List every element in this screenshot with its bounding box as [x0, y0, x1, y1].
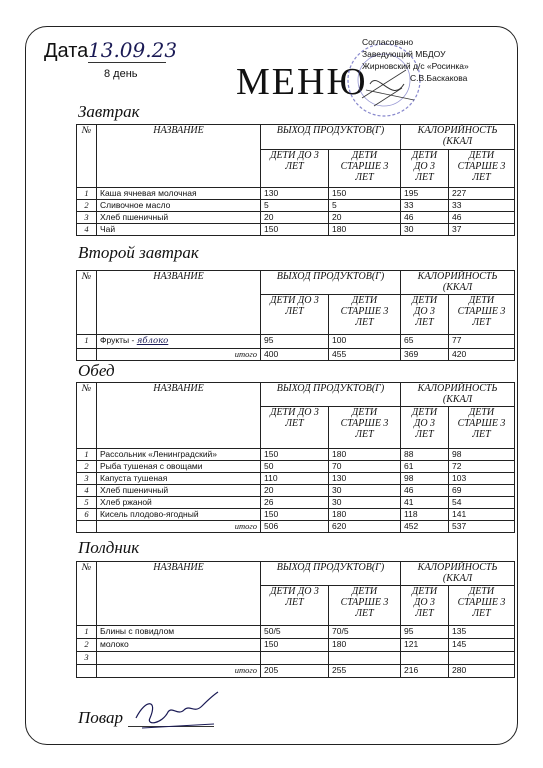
col-over3-header: ДЕТИ СТАРШЕ 3 ЛЕТ — [329, 150, 401, 188]
row-num: 1 — [77, 449, 97, 461]
approval-line: Согласовано — [362, 37, 414, 47]
calories-over3: 72 — [449, 461, 515, 473]
row-num: 3 — [77, 652, 97, 665]
calories-under3: 88 — [401, 449, 449, 461]
row-num: 2 — [77, 639, 97, 652]
table-row — [77, 461, 515, 473]
col-num-header: № — [77, 125, 97, 188]
total-calories-over3: 280 — [449, 665, 515, 678]
calories-under3: 46 — [401, 212, 449, 224]
calories-over3: 141 — [449, 509, 515, 521]
dish-name: Рыба тушеная с овощами — [97, 461, 261, 473]
table-row — [77, 200, 515, 212]
total-calories-over3: 420 — [449, 349, 515, 361]
approval-block — [362, 36, 469, 84]
calories-over3: 54 — [449, 497, 515, 509]
page-title: МЕНЮ — [236, 61, 368, 103]
calories-over3: 69 — [449, 485, 515, 497]
output-under3 — [261, 652, 329, 665]
calories-over3: 103 — [449, 473, 515, 485]
output-over3: 180 — [329, 639, 401, 652]
col-num-header: № — [77, 271, 97, 335]
section-title-snack: Полдник — [78, 538, 140, 557]
output-under3: 95 — [261, 335, 329, 349]
dish-name: Каша ячневая молочная — [97, 188, 261, 200]
output-over3: 180 — [329, 449, 401, 461]
calories-under3: 46 — [401, 485, 449, 497]
output-under3: 150 — [261, 449, 329, 461]
col-over3-header: ДЕТИ СТАРШЕ 3 ЛЕТ — [329, 407, 401, 449]
output-under3: 150 — [261, 639, 329, 652]
col-calories-header: КАЛОРИЙНОСТЬ (ККАЛ — [401, 271, 515, 295]
col-output-header: ВЫХОД ПРОДУКТОВ(Г) — [261, 271, 401, 295]
total-calories-under3: 369 — [401, 349, 449, 361]
row-num: 2 — [77, 200, 97, 212]
calories-over3: 46 — [449, 212, 515, 224]
total-row — [77, 665, 515, 678]
calories-under3: 30 — [401, 224, 449, 236]
output-over3: 150 — [329, 188, 401, 200]
snack-table — [76, 561, 515, 678]
table-row — [77, 212, 515, 224]
dish-name: Кисель плодово-ягодный — [97, 509, 261, 521]
calories-over3 — [449, 652, 515, 665]
output-over3: 130 — [329, 473, 401, 485]
row-num: 4 — [77, 485, 97, 497]
dish-name: Рассольник «Ленинградский» — [97, 449, 261, 461]
table-row — [77, 509, 515, 521]
section-title-second-breakfast: Второй завтрак — [78, 243, 199, 262]
total-output-under3: 400 — [261, 349, 329, 361]
dish-name-handwritten: яблоко — [136, 336, 169, 346]
calories-over3: 98 — [449, 449, 515, 461]
section-title-breakfast: Завтрак — [78, 102, 140, 121]
output-over3: 30 — [329, 497, 401, 509]
output-over3 — [329, 652, 401, 665]
calories-under3: 121 — [401, 639, 449, 652]
output-under3: 26 — [261, 497, 329, 509]
total-calories-under3: 452 — [401, 521, 449, 533]
output-over3: 180 — [329, 509, 401, 521]
calories-under3 — [401, 652, 449, 665]
output-under3: 110 — [261, 473, 329, 485]
breakfast-table — [76, 124, 515, 236]
calories-over3: 37 — [449, 224, 515, 236]
col-output-header: ВЫХОД ПРОДУКТОВ(Г) — [261, 125, 401, 150]
date-value: 13.09.23 — [88, 38, 178, 62]
col-under3-header: ДЕТИ ДО 3 ЛЕТ — [401, 295, 449, 335]
row-num: 3 — [77, 473, 97, 485]
output-over3: 100 — [329, 335, 401, 349]
dish-name: Блины с повидлом — [97, 626, 261, 639]
output-over3: 70/5 — [329, 626, 401, 639]
col-under3-header: ДЕТИ ДО 3 ЛЕТ — [261, 150, 329, 188]
col-over3-header: ДЕТИ СТАРШЕ 3 ЛЕТ — [449, 407, 515, 449]
section-title-lunch: Обед — [78, 361, 115, 380]
output-under3: 20 — [261, 485, 329, 497]
col-output-header: ВЫХОД ПРОДУКТОВ(Г) — [261, 383, 401, 407]
row-num: 5 — [77, 497, 97, 509]
row-num: 1 — [77, 626, 97, 639]
total-calories-under3: 216 — [401, 665, 449, 678]
col-output-header: ВЫХОД ПРОДУКТОВ(Г) — [261, 562, 401, 586]
col-calories-header: КАЛОРИЙНОСТЬ (ККАЛ — [401, 383, 515, 407]
col-under3-header: ДЕТИ ДО 3 ЛЕТ — [261, 407, 329, 449]
calories-over3: 227 — [449, 188, 515, 200]
col-under3-header: ДЕТИ ДО 3 ЛЕТ — [261, 586, 329, 626]
second-breakfast-table — [76, 270, 515, 361]
calories-under3: 95 — [401, 626, 449, 639]
calories-over3: 145 — [449, 639, 515, 652]
table-row — [77, 335, 515, 349]
table-row — [77, 652, 515, 665]
total-output-under3: 506 — [261, 521, 329, 533]
col-under3-header: ДЕТИ ДО 3 ЛЕТ — [261, 295, 329, 335]
total-label: итого — [97, 349, 261, 361]
total-label: итого — [97, 665, 261, 678]
col-under3-header: ДЕТИ ДО 3 ЛЕТ — [401, 586, 449, 626]
date-label: Дата — [44, 40, 89, 62]
total-output-over3: 455 — [329, 349, 401, 361]
calories-under3: 61 — [401, 461, 449, 473]
calories-under3: 33 — [401, 200, 449, 212]
table-row — [77, 626, 515, 639]
output-over3: 30 — [329, 485, 401, 497]
calories-over3: 33 — [449, 200, 515, 212]
calories-over3: 77 — [449, 335, 515, 349]
dish-name — [97, 652, 261, 665]
col-calories-header: КАЛОРИЙНОСТЬ (ККАЛ — [401, 562, 515, 586]
table-row — [77, 473, 515, 485]
dish-name: Чай — [97, 224, 261, 236]
output-under3: 50/5 — [261, 626, 329, 639]
output-under3: 50 — [261, 461, 329, 473]
row-num: 3 — [77, 212, 97, 224]
total-calories-over3: 537 — [449, 521, 515, 533]
output-under3: 20 — [261, 212, 329, 224]
total-output-over3: 620 — [329, 521, 401, 533]
calories-under3: 65 — [401, 335, 449, 349]
col-name-header: НАЗВАНИЕ — [97, 271, 261, 335]
dish-name: Капуста тушеная — [97, 473, 261, 485]
col-name-header: НАЗВАНИЕ — [97, 383, 261, 449]
table-row — [77, 497, 515, 509]
cook-signature-image — [132, 688, 222, 734]
col-under3-header: ДЕТИ ДО 3 ЛЕТ — [401, 407, 449, 449]
col-over3-header: ДЕТИ СТАРШЕ 3 ЛЕТ — [449, 295, 515, 335]
calories-under3: 98 — [401, 473, 449, 485]
col-over3-header: ДЕТИ СТАРШЕ 3 ЛЕТ — [329, 586, 401, 626]
total-row — [77, 521, 515, 533]
total-label: итого — [97, 521, 261, 533]
col-calories-header: КАЛОРИЙНОСТЬ (ККАЛ — [401, 125, 515, 150]
table-row — [77, 449, 515, 461]
col-over3-header: ДЕТИ СТАРШЕ 3 ЛЕТ — [449, 586, 515, 626]
col-name-header: НАЗВАНИЕ — [97, 562, 261, 626]
lunch-table — [76, 382, 515, 533]
col-over3-header: ДЕТИ СТАРШЕ 3 ЛЕТ — [449, 150, 515, 188]
table-row — [77, 224, 515, 236]
total-row — [77, 349, 515, 361]
col-over3-header: ДЕТИ СТАРШЕ 3 ЛЕТ — [329, 295, 401, 335]
output-over3: 180 — [329, 224, 401, 236]
dish-name — [97, 335, 261, 349]
output-under3: 150 — [261, 509, 329, 521]
dish-name: Сливочное масло — [97, 200, 261, 212]
day-label: 8 день — [104, 68, 138, 80]
row-num: 2 — [77, 461, 97, 473]
output-over3: 70 — [329, 461, 401, 473]
approval-line: Заведующий МБДОУ — [362, 49, 446, 59]
row-num: 1 — [77, 335, 97, 349]
approval-line: С.В.Баскакова — [410, 73, 468, 83]
total-output-over3: 255 — [329, 665, 401, 678]
dish-name: молоко — [97, 639, 261, 652]
col-name-header: НАЗВАНИЕ — [97, 125, 261, 188]
table-row — [77, 485, 515, 497]
table-row — [77, 188, 515, 200]
table-row — [77, 639, 515, 652]
col-under3-header: ДЕТИ ДО 3 ЛЕТ — [401, 150, 449, 188]
calories-under3: 195 — [401, 188, 449, 200]
row-num: 6 — [77, 509, 97, 521]
output-under3: 5 — [261, 200, 329, 212]
col-num-header: № — [77, 383, 97, 449]
calories-under3: 118 — [401, 509, 449, 521]
output-over3: 20 — [329, 212, 401, 224]
calories-over3: 135 — [449, 626, 515, 639]
dish-name-printed: Фрукты - — [100, 335, 135, 345]
calories-under3: 41 — [401, 497, 449, 509]
col-num-header: № — [77, 562, 97, 626]
dish-name: Хлеб ржаной — [97, 497, 261, 509]
output-under3: 150 — [261, 224, 329, 236]
output-over3: 5 — [329, 200, 401, 212]
approval-line: Жирновский д/с «Росинка» — [362, 61, 469, 71]
output-under3: 130 — [261, 188, 329, 200]
row-num: 4 — [77, 224, 97, 236]
row-num: 1 — [77, 188, 97, 200]
total-output-under3: 205 — [261, 665, 329, 678]
cook-label: Повар — [78, 708, 124, 727]
dish-name: Хлеб пшеничный — [97, 485, 261, 497]
dish-name: Хлеб пшеничный — [97, 212, 261, 224]
